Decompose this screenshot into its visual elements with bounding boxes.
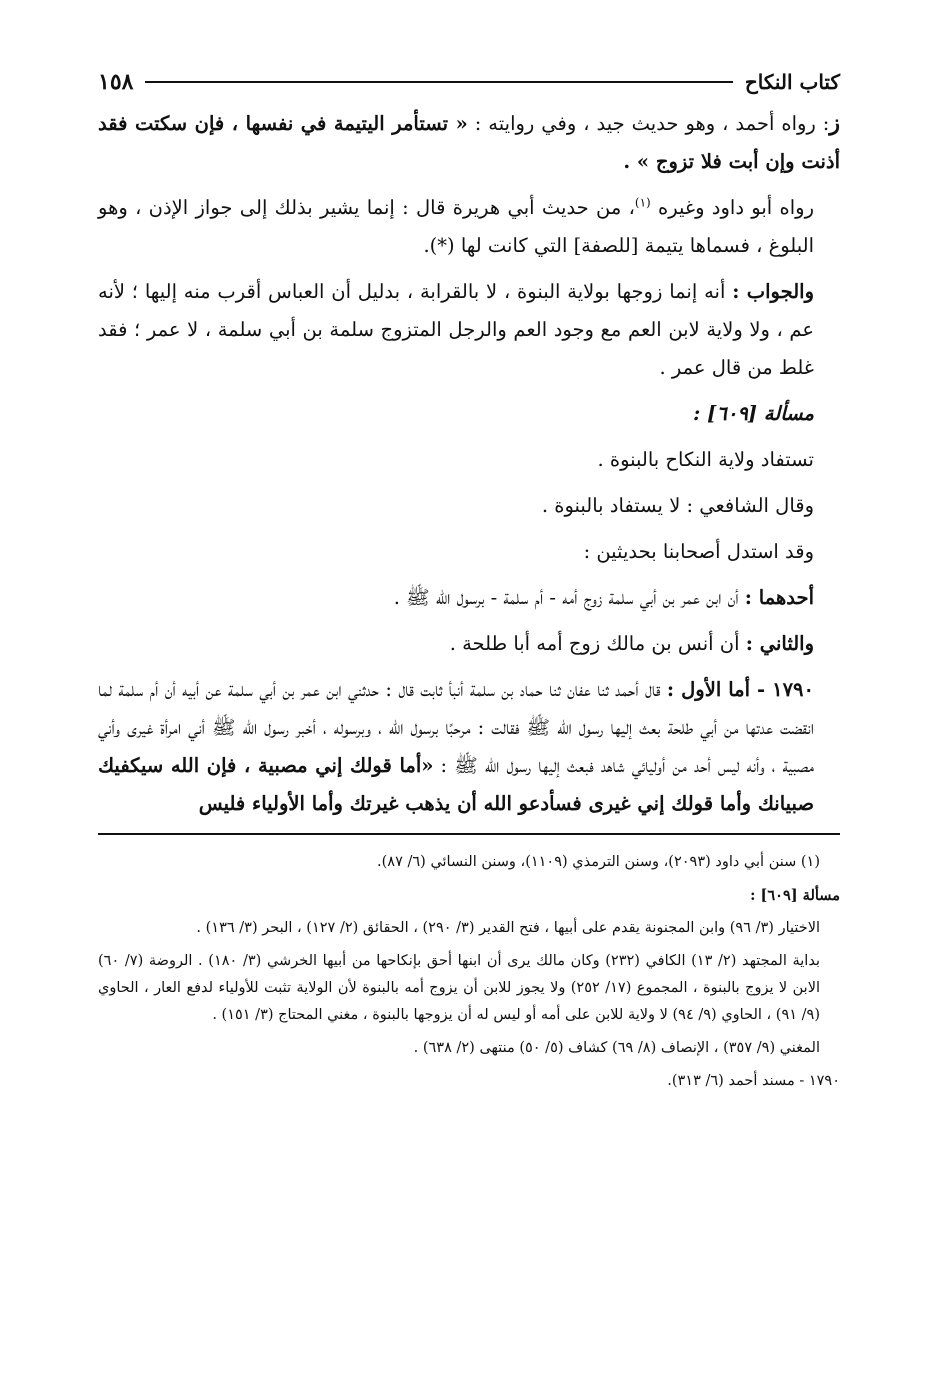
book-title: كتاب النكاح <box>744 70 840 94</box>
footnote-ref-4: ١٧٩٠ - مسند أحمد (٦/ ٣١٣). <box>667 1073 840 1089</box>
paragraph-8-text: أن أنس بن مالك زوج أمه أبا طلحة . <box>449 632 746 655</box>
paragraph-2-text-b: ، من حديث أبي هريرة قال : إنما يشير بذلك إلى جواز الإذن ، وهو البلوغ ، فسماها يتيمة [للصفة] التي كانت لها (*). <box>98 196 814 257</box>
paragraph-1 <box>98 104 840 181</box>
footnote-separator <box>98 833 840 835</box>
footnote-1: (١) سنن أبي داود (٢٠٩٣)، وسنن الترمذي (١١٠٩)، وسنن النسائي (٦/ ٨٧). <box>377 854 820 870</box>
paragraph-3 <box>98 273 840 387</box>
paragraph-7 <box>98 579 840 617</box>
answer-lead: والجواب : <box>732 280 814 303</box>
book-page <box>98 60 840 1101</box>
paragraph-7-text: أن ابن عمر بن أبي سلمة زوج أمه - أم سلمة - برسول الله ﷺ . <box>393 586 745 609</box>
footnote-ref-2: بداية المجتهد (٢/ ١٣) الكافي (٢٣٢) وكان مالك يرى أن ابنها أحق بإنكاحها من أبيها الخرشي (٣/ ١٨٠) . الروضة (٧/ ٦٠) الابن لا يزوج بالبنوة ، المجموع (١٧/ ٢٥٢) ولا يجوز للابن أن يزوج أمه بالبنوة لأن الولاية تثبت للأولياء لدفع العار ، الحاوي (٩/ ٩١) ، الحاوي (٩/ ٩٤) لا ولاية للابن على أمه أو ليس له أن يزوجها بالبنوة ، مغني المحتاج (٣/ ١٥١) . <box>98 953 820 1023</box>
paragraph-9 <box>98 671 840 823</box>
hadith-number-lead: ١٧٩٠ - أما الأول : <box>666 678 814 701</box>
page-number: ١٥٨ <box>98 69 134 95</box>
paragraph-3-text: أنه إنما زوجها بولاية البنوة ، لا بالقرابة ، بدليل أن العباس أقرب منه إليها ؛ لأنه عم ، ولا ولاية لابن العم مع وجود العم والرجل المتزوج سلمة بن أبي سلمة ، لا عمر ؛ فقد غلط من قال عمر . <box>98 280 814 379</box>
paragraph-2 <box>98 189 840 265</box>
running-header <box>98 60 840 104</box>
paragraph-5: وقال الشافعي : لا يستفاد بالبنوة . <box>541 494 814 517</box>
footnote-ref-3: المغني (٩/ ٣٥٧) ، الإنصاف (٨/ ٦٩) كشاف (٥/ ٥٠) منتهى (٢/ ٦٣٨) . <box>413 1040 820 1056</box>
main-text <box>98 104 840 823</box>
footnotes <box>98 849 840 1095</box>
paragraph-4: تستفاد ولاية النكاح بالبنوة . <box>597 448 814 471</box>
hadith-quote: « تستأمر اليتيمة في نفسها ، فإن سكتت فقد أذنت وإن أبت فلا تزوج » . <box>98 112 840 173</box>
hadith-quote-2: «أما قولك إني مصبية ، فإن الله سيكفيك صبيانك وأما قولك إني غيرى فسأدعو الله أن يذهب غيرتك وأما الأولياء فليس <box>98 754 814 815</box>
footnote-ref: (١) <box>634 195 651 210</box>
footnote-ref-1: الاختيار (٣/ ٩٦) وابن المجنونة يقدم على أبيها ، فتح القدير (٣/ ٢٩٠) ، الحقائق (٢/ ١٢٧) ، البحر (٣/ ١٣٦) . <box>196 920 820 936</box>
paragraph-1-text: : رواه أحمد ، وهو حديث جيد ، وفي روايته : <box>467 112 830 135</box>
header-rule <box>145 81 732 83</box>
issue-heading: مسألة [٦٠٩] : <box>693 402 814 425</box>
paragraph-8 <box>98 625 840 663</box>
footnote-issue-ref: مسألة [٦٠٩] : <box>750 887 840 904</box>
paragraph-6: وقد استدل أصحابنا بحديثين : <box>583 540 814 563</box>
paragraph-2-text-a: رواه أبو داود وغيره <box>650 196 814 219</box>
second-lead: والثاني : <box>745 632 814 655</box>
paragraph-9-text: قال أحمد ثنا عفان ثنا حماد بن سلمة أنبأ ثابت قال : حدثني ابن عمر بن أبي سلمة عن أبيه أن أم سلمة لما انقضت عدتها من أبي طلحة بعث إليها رسول الله ﷺ فقالت : مرحبًا برسول الله ، وبرسوله ، أخبر رسول الله ﷺ أني امرأة غيرى وأني مصبية ، وأنه ليس أحد من أوليائي شاهد فبعث إليها رسول الله ﷺ : <box>98 678 814 777</box>
source-marker: ز <box>829 110 840 136</box>
first-lead: أحدهما : <box>744 586 814 609</box>
